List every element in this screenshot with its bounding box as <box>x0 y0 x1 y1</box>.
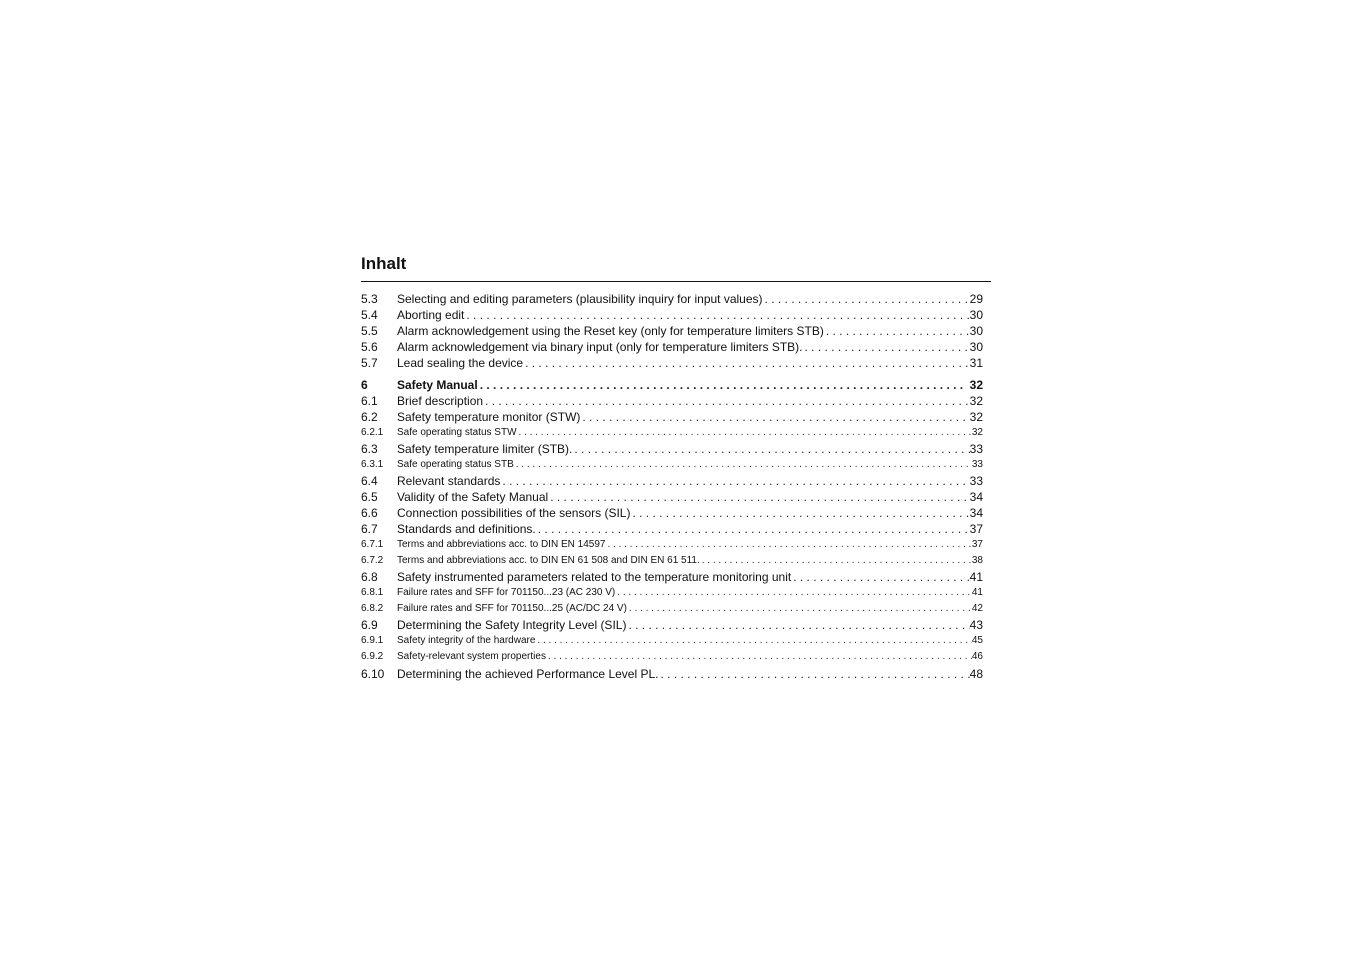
toc-entry[interactable] <box>361 553 983 569</box>
toc-entry-label: Standards and definitions. <box>397 522 536 536</box>
toc-leader-dots <box>803 339 970 355</box>
toc-entry-page: 41 <box>969 570 983 584</box>
toc-entry-number: 6.9.2 <box>361 651 384 662</box>
toc-leader-dots <box>478 377 966 393</box>
toc-entry-page: 34 <box>969 506 983 520</box>
toc-entry[interactable] <box>361 339 983 355</box>
toc-entry-number: 5.4 <box>361 308 378 322</box>
toc-entry-page: 43 <box>969 618 983 632</box>
toc-entry-label: Brief description <box>397 394 484 408</box>
toc-entry-number: 6.8.1 <box>361 587 384 598</box>
toc-entry-number: 6.7.2 <box>361 555 384 566</box>
toc-entry-number: 6.6 <box>361 506 378 520</box>
toc-entry-label: Safe operating status STW <box>397 427 517 438</box>
toc-entry-page: 33 <box>969 442 983 456</box>
toc-entry-label: Determining the Safety Integrity Level (SIL) <box>397 618 627 632</box>
toc-entry-number: 6.2.1 <box>361 427 384 438</box>
toc-entry-label: Safe operating status STB <box>397 459 514 470</box>
toc-entry-label: Safety temperature limiter (STB). <box>397 442 573 456</box>
toc-entry-page: 37 <box>971 539 983 550</box>
toc-entry-label: Safety Manual <box>397 378 478 392</box>
toc-leader-dots <box>548 489 969 505</box>
toc-entry-page: 33 <box>969 474 983 488</box>
toc-entry[interactable] <box>361 521 983 537</box>
toc-entry-number: 6.1 <box>361 394 378 408</box>
toc-entry-page: 34 <box>969 490 983 504</box>
toc-entry-page: 45 <box>971 635 983 646</box>
toc-entry-page: 33 <box>971 459 983 470</box>
toc-entry-page: 32 <box>971 427 983 438</box>
toc-entry-number: 5.7 <box>361 356 378 370</box>
toc-entry-label: Safety temperature monitor (STW) <box>397 410 581 424</box>
toc-entry-label: Failure rates and SFF for 701150...23 (AC 230 V) <box>397 587 616 598</box>
toc-entry-label: Safety-relevant system properties <box>397 651 546 662</box>
toc-entry-page: 41 <box>971 587 983 598</box>
toc-entry-page: 31 <box>969 356 983 370</box>
toc-entry-number: 6.9 <box>361 618 378 632</box>
toc-leader-dots <box>580 409 969 425</box>
toc-entry-label: Selecting and editing parameters (plausibility inquiry for input values) <box>397 292 763 306</box>
toc-entry-label: Terms and abbreviations acc. to DIN EN 61 508 and DIN EN 61 511. <box>397 555 700 566</box>
toc-leader-dots <box>523 355 970 371</box>
toc-entry-page: 30 <box>969 324 983 338</box>
toc-leader-dots <box>514 457 972 473</box>
toc-entry-label: Relevant standards <box>397 474 501 488</box>
page-title: Inhalt <box>361 253 991 282</box>
toc-entry-page: 30 <box>969 308 983 322</box>
toc-entry-label: Terms and abbreviations acc. to DIN EN 14597 <box>397 539 606 550</box>
table-of-contents <box>361 253 991 682</box>
toc-entry-number: 6.8 <box>361 570 378 584</box>
toc-leader-dots <box>824 323 970 339</box>
toc-leader-dots <box>615 585 972 601</box>
toc-leader-dots <box>700 553 972 569</box>
toc-leader-dots <box>658 666 969 682</box>
toc-entry[interactable] <box>361 569 983 585</box>
toc-entry-number: 6.2 <box>361 410 378 424</box>
toc-entry-number: 6 <box>361 378 368 392</box>
toc-entry[interactable] <box>361 585 983 601</box>
toc-leader-dots <box>517 425 972 441</box>
toc-leader-dots <box>546 649 972 665</box>
toc-entry[interactable] <box>361 505 983 521</box>
toc-entry[interactable] <box>361 291 983 307</box>
toc-entries <box>361 291 983 682</box>
toc-entry-page: 32 <box>969 394 983 408</box>
toc-entry-page: 37 <box>969 522 983 536</box>
toc-leader-dots <box>763 291 970 307</box>
toc-chapter-entry[interactable] <box>361 377 983 393</box>
toc-entry[interactable] <box>361 633 983 649</box>
toc-entry-number: 6.3 <box>361 442 378 456</box>
toc-entry[interactable] <box>361 649 983 665</box>
toc-entry-label: Safety integrity of the hardware <box>397 635 536 646</box>
toc-entry-label: Lead sealing the device <box>397 356 524 370</box>
toc-entry-page: 38 <box>971 555 983 566</box>
toc-entry[interactable] <box>361 307 983 323</box>
toc-entry[interactable] <box>361 489 983 505</box>
toc-leader-dots <box>605 537 971 553</box>
toc-entry-page: 46 <box>971 651 983 662</box>
toc-leader-dots <box>630 505 969 521</box>
toc-entry-page: 29 <box>969 292 983 306</box>
toc-leader-dots <box>483 393 970 409</box>
toc-entry[interactable] <box>361 425 983 441</box>
toc-entry-number: 6.7.1 <box>361 539 384 550</box>
toc-entry[interactable] <box>361 323 983 339</box>
toc-leader-dots <box>572 441 969 457</box>
toc-entry-number: 6.3.1 <box>361 459 384 470</box>
toc-entry-number: 5.3 <box>361 292 378 306</box>
toc-entry-number: 6.8.2 <box>361 603 384 614</box>
toc-entry-number: 6.5 <box>361 490 378 504</box>
toc-leader-dots <box>464 307 969 323</box>
toc-entry-label: Alarm acknowledgement via binary input (only for temperature limiters STB). <box>397 340 803 354</box>
toc-entry-number: 6.7 <box>361 522 378 536</box>
toc-entry-label: Connection possibilities of the sensors (SIL) <box>397 506 631 520</box>
toc-entry-page: 42 <box>971 603 983 614</box>
toc-leader-dots <box>791 569 969 585</box>
toc-entry-label: Determining the achieved Performance Level PL. <box>397 667 659 681</box>
toc-entry-number: 5.6 <box>361 340 378 354</box>
toc-entry[interactable] <box>361 409 983 425</box>
toc-entry-number: 6.10 <box>361 667 385 681</box>
toc-entry[interactable] <box>361 457 983 473</box>
toc-entry-page: 32 <box>969 378 983 392</box>
toc-entry[interactable] <box>361 473 983 489</box>
toc-entry[interactable] <box>361 393 983 409</box>
toc-leader-dots <box>536 521 970 537</box>
toc-entry[interactable] <box>361 601 983 617</box>
toc-entry-page: 32 <box>969 410 983 424</box>
toc-leader-dots <box>627 601 972 617</box>
toc-leader-dots <box>500 473 969 489</box>
toc-entry[interactable] <box>361 441 983 457</box>
toc-entry-number: 6.9.1 <box>361 635 384 646</box>
toc-entry-number: 6.4 <box>361 474 378 488</box>
toc-leader-dots <box>535 633 971 649</box>
toc-entry-label: Failure rates and SFF for 701150...25 (AC/DC 24 V) <box>397 603 627 614</box>
toc-entry-page: 48 <box>969 667 983 681</box>
toc-entry-page: 30 <box>969 340 983 354</box>
toc-leader-dots <box>626 617 969 633</box>
toc-entry-label: Aborting edit <box>397 308 465 322</box>
toc-entry-label: Validity of the Safety Manual <box>397 490 549 504</box>
toc-entry-number: 5.5 <box>361 324 378 338</box>
toc-entry[interactable] <box>361 617 983 633</box>
toc-entry-label: Alarm acknowledgement using the Reset key (only for temperature limiters STB) <box>397 324 824 338</box>
toc-entry-label: Safety instrumented parameters related to the temperature monitoring unit <box>397 570 792 584</box>
toc-entry[interactable] <box>361 537 983 553</box>
toc-entry[interactable] <box>361 355 983 371</box>
toc-entry[interactable] <box>361 666 983 682</box>
